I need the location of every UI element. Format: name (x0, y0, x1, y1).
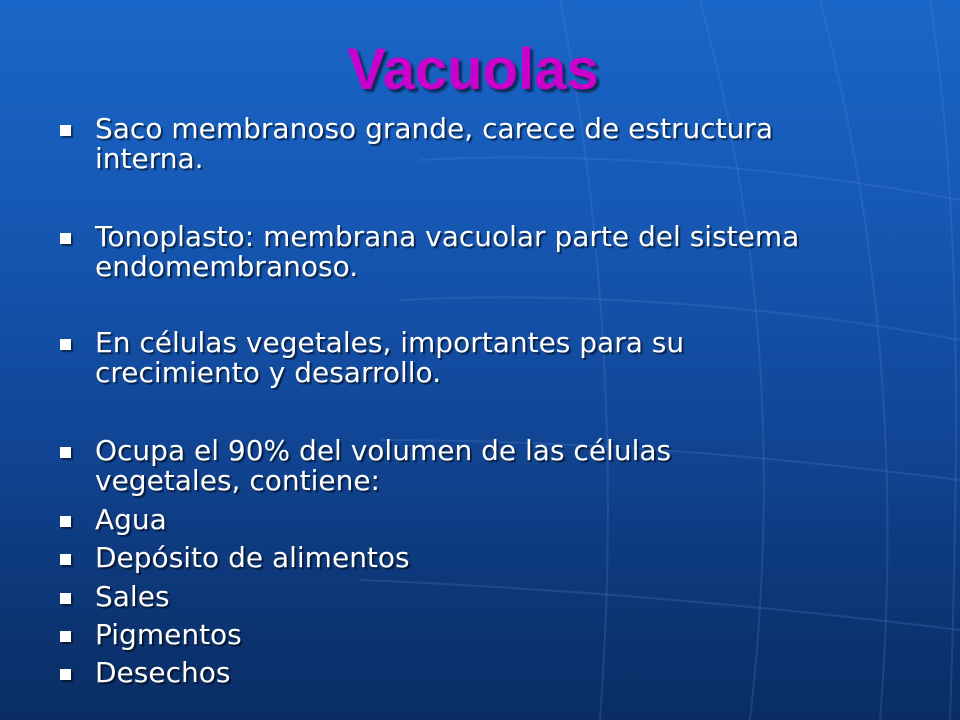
square-bullet-icon (60, 125, 71, 136)
list-item (58, 328, 918, 388)
square-bullet-icon (60, 631, 71, 642)
list-item (58, 436, 918, 496)
list-item (58, 543, 918, 573)
square-bullet-icon (60, 516, 71, 527)
bullet-text-line: Tonoplasto: membrana vacuolar parte del sistema (95, 220, 800, 253)
bullet-text-line: vegetales, contiene: (95, 464, 380, 497)
bullet-text-line: En células vegetales, importantes para su (95, 326, 685, 359)
list-item (58, 222, 918, 282)
bullet-text (95, 436, 918, 496)
list-item (58, 582, 918, 612)
bullet-text-line: crecimiento y desarrollo. (95, 356, 442, 389)
bullet-text (95, 114, 918, 174)
bullet-text: Pigmentos (95, 618, 242, 651)
bullet-text-line: interna. (95, 142, 204, 175)
square-bullet-icon (60, 554, 71, 565)
bullet-text: Depósito de alimentos (95, 541, 410, 574)
bullet-text (95, 328, 918, 388)
slide-title: Vacuolas (347, 37, 599, 102)
square-bullet-icon (60, 339, 71, 350)
list-item (58, 620, 918, 650)
list-item (58, 658, 918, 688)
list-item (58, 114, 918, 174)
bullet-text-line: Saco membranoso grande, carece de estructura (95, 112, 774, 145)
bullet-text: Sales (95, 580, 170, 613)
bullet-text (95, 222, 918, 282)
square-bullet-icon (60, 447, 71, 458)
bullet-text-line: Ocupa el 90% del volumen de las células (95, 434, 672, 467)
bullet-text: Desechos (95, 656, 231, 689)
square-bullet-icon (60, 593, 71, 604)
square-bullet-icon (60, 669, 71, 680)
list-item (58, 505, 918, 535)
bullet-text: Agua (95, 503, 167, 536)
square-bullet-icon (60, 233, 71, 244)
bullet-text-line: endomembranoso. (95, 250, 359, 283)
